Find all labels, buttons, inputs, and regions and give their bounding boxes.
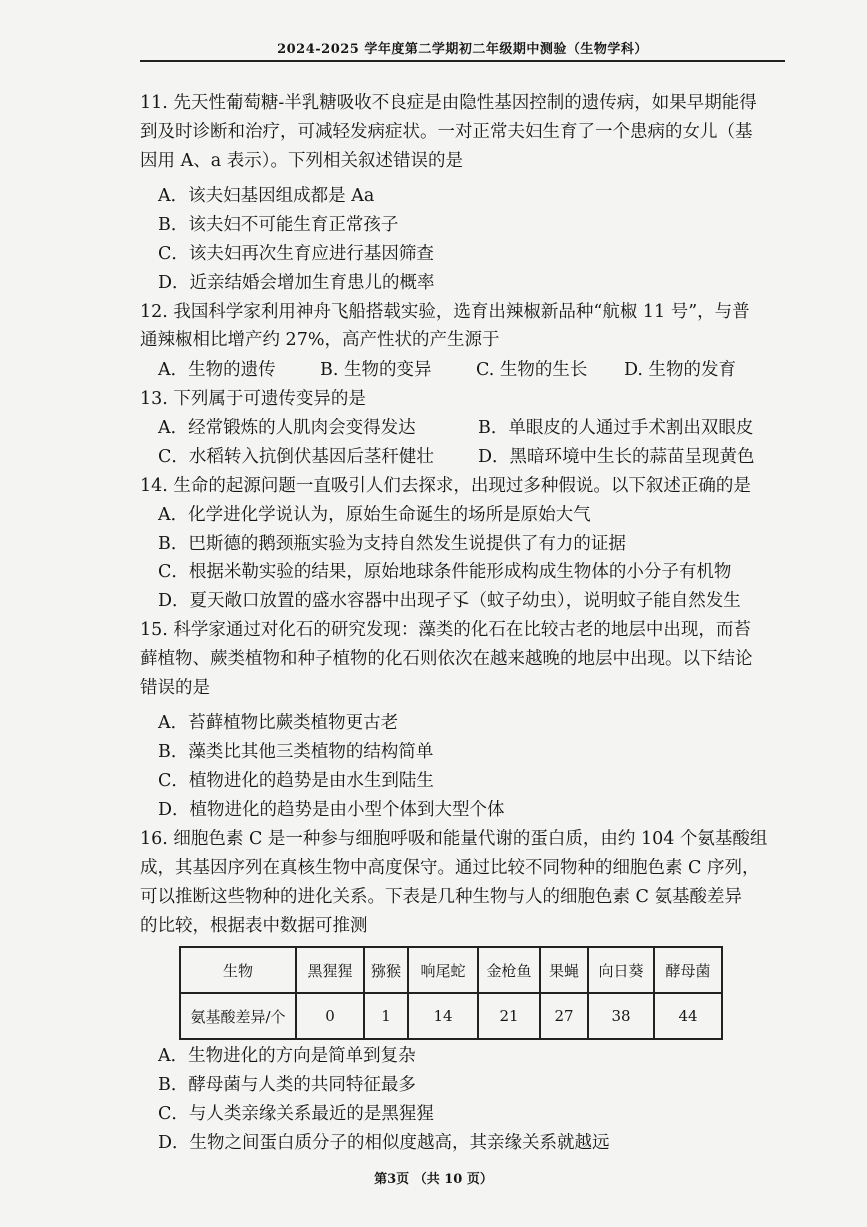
- q16-line-3: 可以推断这些物种的进化关系。下表是几种生物与人的细胞色素 C 氨基酸差异: [140, 887, 743, 907]
- q14-option-a: A．化学进化学说认为，原始生命诞生的场所是原始大气: [158, 505, 591, 525]
- q12-option-a: A．生物的遗传: [158, 360, 276, 380]
- q16-option-a: A．生物进化的方向是简单到复杂: [158, 1046, 416, 1066]
- q15-option-c: C．植物进化的趋势是由水生到陆生: [158, 771, 434, 791]
- q12-line-2: 通辣椒相比增产约 27%，高产性状的产生源于: [140, 330, 500, 350]
- table-cell: 黑猩猩: [296, 947, 364, 993]
- cytochrome-c-table: [179, 946, 723, 1040]
- q14-line-1: 14. 生命的起源问题一直吸引人们去探求，出现过多种假说。以下叙述正确的是: [140, 476, 751, 496]
- q11-option-d: D．近亲结婚会增加生育患儿的概率: [158, 273, 435, 293]
- table-cell: 0: [296, 993, 364, 1039]
- q14-option-b: B．巴斯德的鹅颈瓶实验为支持自然发生说提供了有力的证据: [158, 534, 626, 554]
- table-cell: 38: [588, 993, 654, 1039]
- page-header: 2024-2025 学年度第二学期初二年级期中测验（生物学科）: [277, 42, 648, 57]
- table-cell: 1: [364, 993, 408, 1039]
- q16-option-d: D．生物之间蛋白质分子的相似度越高，其亲缘关系就越远: [158, 1133, 610, 1153]
- q11-option-b: B．该夫妇不可能生育正常孩子: [158, 215, 399, 235]
- q16-option-b: B．酵母菌与人类的共同特征最多: [158, 1075, 416, 1095]
- q15-option-d: D．植物进化的趋势是由小型个体到大型个体: [158, 800, 505, 820]
- q16-line-4: 的比较，根据表中数据可推测: [140, 916, 368, 936]
- q16-line-2: 成，其基因序列在真核生物中高度保守。通过比较不同物种的细胞色素 C 序列，: [140, 858, 760, 878]
- q13-line-1: 13. 下列属于可遗传变异的是: [140, 389, 366, 409]
- q15-option-a: A．苔藓植物比蕨类植物更古老: [158, 713, 399, 733]
- q12-option-c: C. 生物的生长: [476, 360, 588, 380]
- q16-line-1: 16. 细胞色素 C 是一种参与细胞呼吸和能量代谢的蛋白质，由约 104 个氨基酸组: [140, 829, 768, 849]
- table-cell: 44: [654, 993, 722, 1039]
- table-cell: 金枪鱼: [478, 947, 540, 993]
- table-cell: 响尾蛇: [408, 947, 478, 993]
- q13-option-a: A．经常锻炼的人肌肉会变得发达: [158, 418, 416, 438]
- header-rule: [140, 60, 785, 62]
- q14-option-c: C．根据米勒实验的结果，原始地球条件能形成构成生物体的小分子有机物: [158, 562, 732, 582]
- q13-option-d: D．黑暗环境中生长的蒜苗呈现黄色: [478, 447, 755, 467]
- table-cell: 果蝇: [540, 947, 588, 993]
- table-cell: 猕猴: [364, 947, 408, 993]
- q12-option-b: B. 生物的变异: [320, 360, 432, 380]
- page-footer: 第3页 （共 10 页）: [374, 1172, 493, 1187]
- table-cell: 向日葵: [588, 947, 654, 993]
- q11-line-1: 11. 先天性葡萄糖-半乳糖吸收不良症是由隐性基因控制的遗传病，如果早期能得: [140, 93, 757, 113]
- table-cell: 酵母菌: [654, 947, 722, 993]
- table-header-organism: 生物: [180, 947, 296, 993]
- table-cell: 21: [478, 993, 540, 1039]
- q11-line-2: 到及时诊断和治疗，可减轻发病症状。一对正常夫妇生育了一个患病的女儿（基: [140, 122, 753, 142]
- table-row-organisms: [180, 947, 722, 993]
- q16-option-c: C．与人类亲缘关系最近的是黑猩猩: [158, 1104, 434, 1124]
- q11-option-c: C．该夫妇再次生育应进行基因筛查: [158, 244, 434, 264]
- q11-option-a: A．该夫妇基因组成都是 Aa: [158, 186, 375, 206]
- q14-option-d: D．夏天敞口放置的盛水容器中出现孑孓（蚊子幼虫），说明蚊子能自然发生: [158, 591, 741, 611]
- table-row-differences: [180, 993, 722, 1039]
- q15-line-3: 错误的是: [140, 678, 210, 698]
- q13-option-b: B．单眼皮的人通过手术割出双眼皮: [478, 418, 754, 438]
- q13-option-c: C．水稻转入抗倒伏基因后茎秆健壮: [158, 447, 434, 467]
- q15-line-1: 15. 科学家通过对化石的研究发现：藻类的化石在比较古老的地层中出现，而苔: [140, 620, 751, 640]
- q11-line-3: 因用 A、a 表示）。下列相关叙述错误的是: [140, 151, 463, 171]
- table-cell: 14: [408, 993, 478, 1039]
- table-header-difference: 氨基酸差异/个: [180, 993, 296, 1039]
- q12-line-1: 12. 我国科学家利用神舟飞船搭载实验，选育出辣椒新品种“航椒 11 号”，与普: [140, 302, 750, 322]
- q12-option-d: D. 生物的发育: [624, 360, 737, 380]
- table-cell: 27: [540, 993, 588, 1039]
- q15-option-b: B．藻类比其他三类植物的结构简单: [158, 742, 434, 762]
- q15-line-2: 藓植物、蕨类植物和种子植物的化石则依次在越来越晚的地层中出现。以下结论: [140, 649, 753, 669]
